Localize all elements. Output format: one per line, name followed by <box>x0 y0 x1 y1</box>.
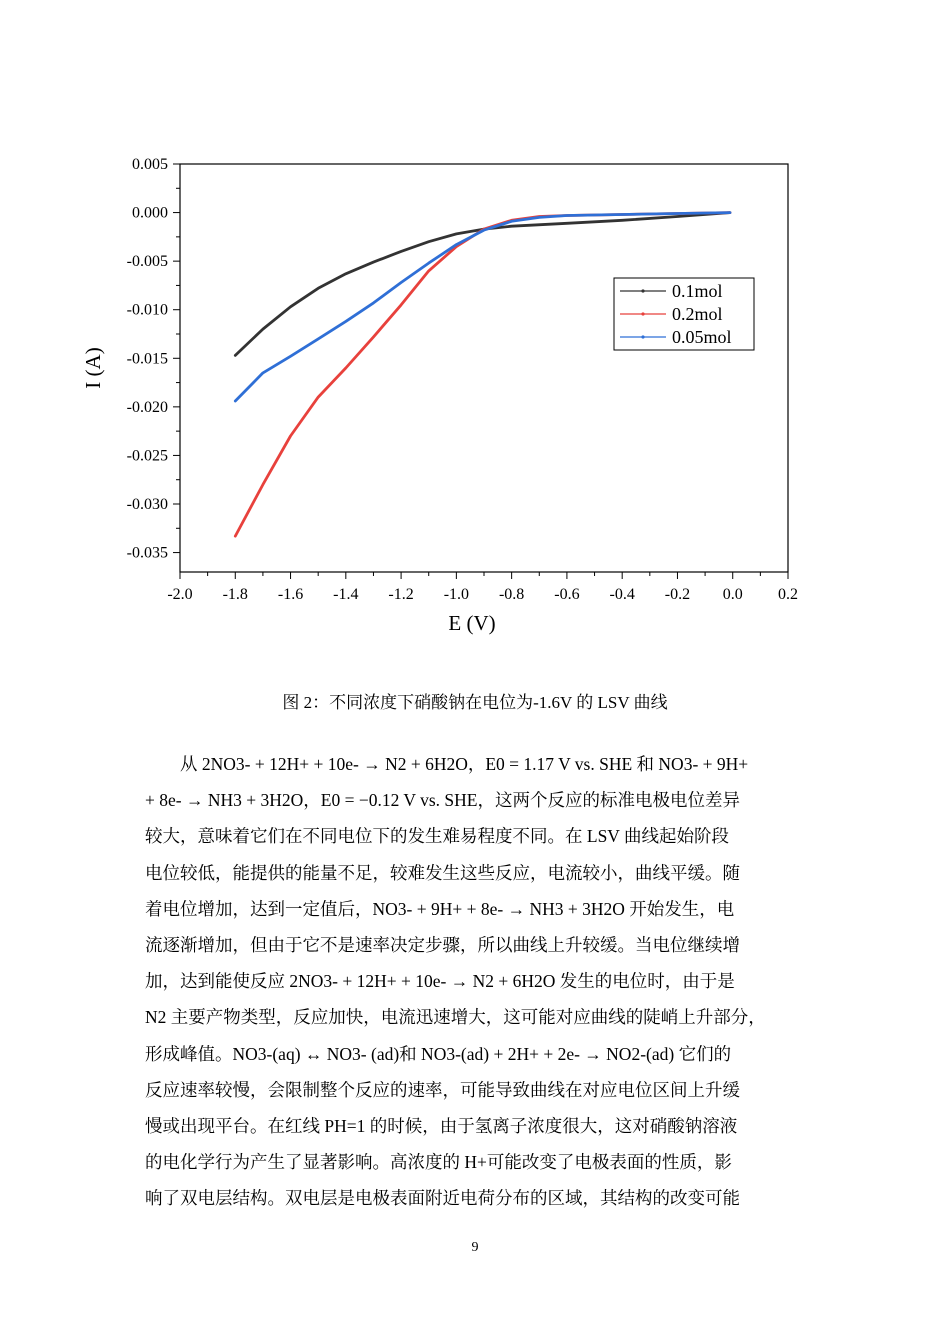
text-line: 响了双电层结构。双电层是电极表面附近电荷分布的区域，其结构的改变可能 <box>145 1188 740 1209</box>
x-tick-label: -1.0 <box>443 586 470 603</box>
y-tick-label: -0.010 <box>126 301 168 319</box>
x-tick-label: -1.2 <box>388 586 414 603</box>
series-line-0.2mol <box>235 213 730 536</box>
legend-label: 0.1mol <box>672 281 723 301</box>
y-tick-label: -0.020 <box>126 398 168 416</box>
figure-caption: 图 2：不同浓度下硝酸钠在电位为-1.6V 的 LSV 曲线 <box>282 693 668 712</box>
x-axis-label: E (V) <box>448 611 496 635</box>
text-line: 着电位增加，达到一定值后，NO3- + 9H+ + 8e- → NH3 + 3H2O 开始发生，电 <box>145 898 735 919</box>
text-line: 从 2NO3- + 12H+ + 10e- → N2 + 6H2O，E0 = 1.17 V vs. SHE 和 NO3- + 9H+ <box>180 754 749 774</box>
x-tick-label: -1.8 <box>222 586 248 603</box>
y-axis-label: I (A) <box>81 347 105 389</box>
x-tick-label: -0.4 <box>609 586 635 603</box>
x-tick-label: -1.6 <box>277 586 304 603</box>
text-line: + 8e- → NH3 + 3H2O，E0 = −0.12 V vs. SHE，这两个反应的标准电极电位差异 <box>145 790 740 811</box>
x-tick-label: 0.2 <box>778 586 798 603</box>
legend-label: 0.2mol <box>672 304 723 324</box>
x-tick-label: -1.4 <box>333 586 359 603</box>
text-line: N2 主要产物类型，反应加快，电流迅速增大，这可能对应曲线的陡峭上升部分， <box>145 1007 766 1028</box>
legend-label: 0.05mol <box>672 327 732 347</box>
x-tick-label: 0.0 <box>722 586 743 603</box>
y-tick-label: -0.005 <box>126 253 168 271</box>
legend-marker <box>641 289 644 292</box>
text-line: 加，达到能使反应 2NO3- + 12H+ + 10e- → N2 + 6H2O 发生的电位时，由于是 <box>145 971 735 992</box>
text-line: 的电化学行为产生了显著影响。高浓度的 H+可能改变了电极表面的性质，影 <box>145 1152 732 1173</box>
x-tick-label: -0.8 <box>498 586 525 603</box>
legend-marker <box>641 312 644 315</box>
y-tick-label: 0.005 <box>132 156 168 173</box>
x-tick-label: -0.2 <box>664 586 691 603</box>
page-number: 9 <box>471 1240 479 1255</box>
y-tick-label: -0.035 <box>126 544 168 562</box>
x-tick-label: -0.6 <box>554 586 580 603</box>
text-line: 流逐渐增加，但由于它不是速率决定步骤，所以曲线上升较缓。当电位继续增 <box>145 935 740 956</box>
legend-marker <box>641 335 644 338</box>
text-line: 反应速率较慢，会限制整个反应的速率，可能导致曲线在对应电位区间上升缓 <box>145 1079 740 1100</box>
body-paragraph <box>145 746 810 1217</box>
x-tick-label: -2.0 <box>167 586 193 603</box>
lsv-chart <box>60 140 820 650</box>
text-line: 慢或出现平台。在红线 PH=1 的时候，由于氢离子浓度很大，这对硝酸钠溶液 <box>145 1116 738 1137</box>
y-tick-label: -0.015 <box>126 350 168 368</box>
y-tick-label: -0.030 <box>126 496 168 513</box>
y-tick-label: -0.025 <box>126 447 168 465</box>
text-line: 形成峰值。NO3-(aq) ↔ NO3- (ad)和 NO3-(ad) + 2H+ + 2e- → NO2-(ad) 它们的 <box>145 1043 732 1064</box>
text-line: 电位较低，能提供的能量不足，较难发生这些反应，电流较小，曲线平缓。随 <box>145 862 740 883</box>
y-tick-label: 0.000 <box>132 204 168 222</box>
text-line: 较大，意味着它们在不同电位下的发生难易程度不同。在 LSV 曲线起始阶段 <box>145 826 729 847</box>
